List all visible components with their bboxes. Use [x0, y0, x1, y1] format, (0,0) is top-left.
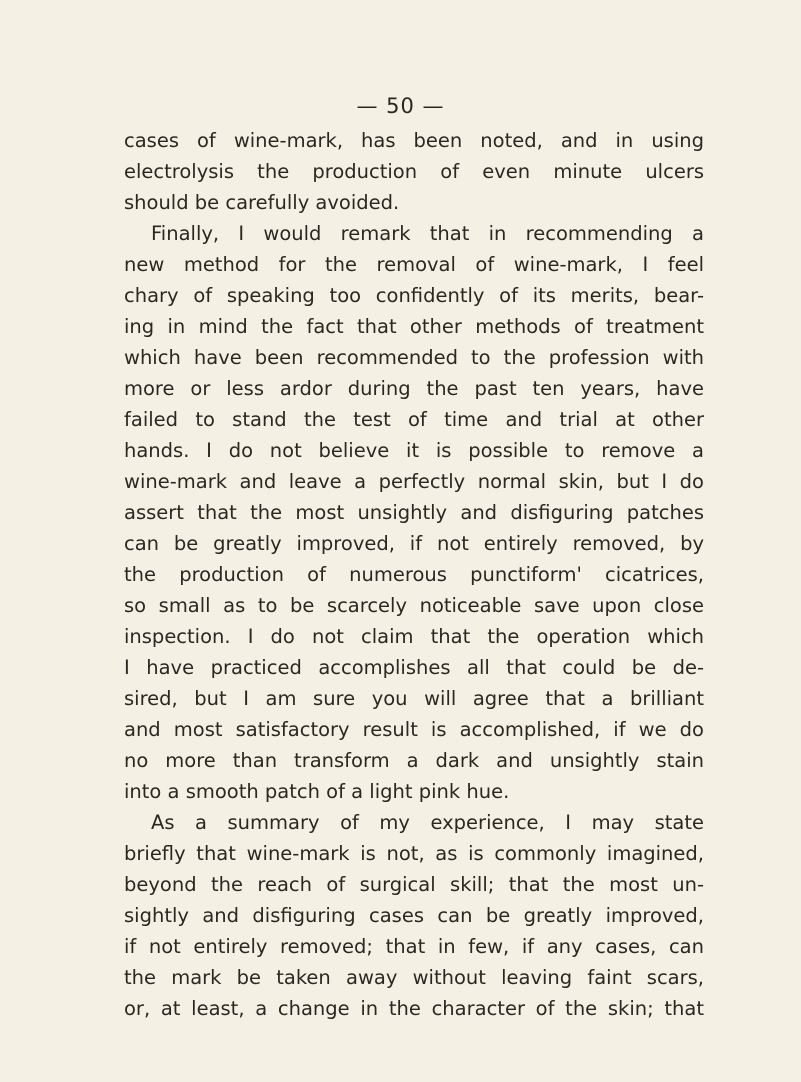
text-line: into a smooth patch of a light pink hue.: [124, 780, 510, 803]
text-line: new method for the removal of wine-mark, I feel: [124, 253, 704, 276]
text-line: Finally, I would remark that in recommending a: [151, 222, 704, 245]
text-line: briefly that wine-mark is not, as is commonly imagined,: [124, 842, 704, 865]
text-line: no more than transform a dark and unsightly stain: [124, 749, 704, 772]
text-line: cases of wine-mark, has been noted, and in using: [124, 129, 704, 152]
text-line: so small as to be scarcely noticeable save upon close: [124, 594, 704, 617]
text-line: wine-mark and leave a perfectly normal skin, but I do: [124, 470, 704, 493]
text-line: should be carefully avoided.: [124, 191, 400, 214]
text-line: the production of numerous punctiform' cicatrices,: [124, 563, 704, 586]
text-line: beyond the reach of surgical skill; that the most un-: [124, 873, 704, 896]
page-number: — 50 —: [356, 94, 445, 118]
text-line: inspection. I do not claim that the operation which: [124, 625, 704, 648]
text-line: failed to stand the test of time and trial at other: [124, 408, 704, 431]
text-line: if not entirely removed; that in few, if any cases, can: [124, 935, 704, 958]
text-line: and most satisfactory result is accomplished, if we do: [124, 718, 704, 741]
text-line: assert that the most unsightly and disfiguring patches: [124, 501, 704, 524]
text-line: chary of speaking too confidently of its merits, bear-: [124, 284, 704, 307]
text-line: sired, but I am sure you will agree that a brilliant: [124, 687, 704, 710]
text-line: can be greatly improved, if not entirely removed, by: [124, 532, 704, 555]
text-line: I have practiced accomplishes all that could be de-: [124, 656, 704, 679]
text-line: the mark be taken away without leaving faint scars,: [124, 966, 704, 989]
text-line: sightly and disfiguring cases can be greatly improved,: [124, 904, 704, 927]
text-line: electrolysis the production of even minute ulcers: [124, 160, 704, 183]
text-line: hands. I do not believe it is possible to remove a: [124, 439, 704, 462]
text-line: which have been recommended to the profession with: [124, 346, 704, 369]
text-line: more or less ardor during the past ten years, have: [124, 377, 704, 400]
text-line: ing in mind the fact that other methods of treatment: [124, 315, 704, 338]
body-text: [124, 125, 704, 1024]
text-line: As a summary of my experience, I may state: [151, 811, 704, 834]
text-line: or, at least, a change in the character of the skin; that: [124, 997, 704, 1020]
